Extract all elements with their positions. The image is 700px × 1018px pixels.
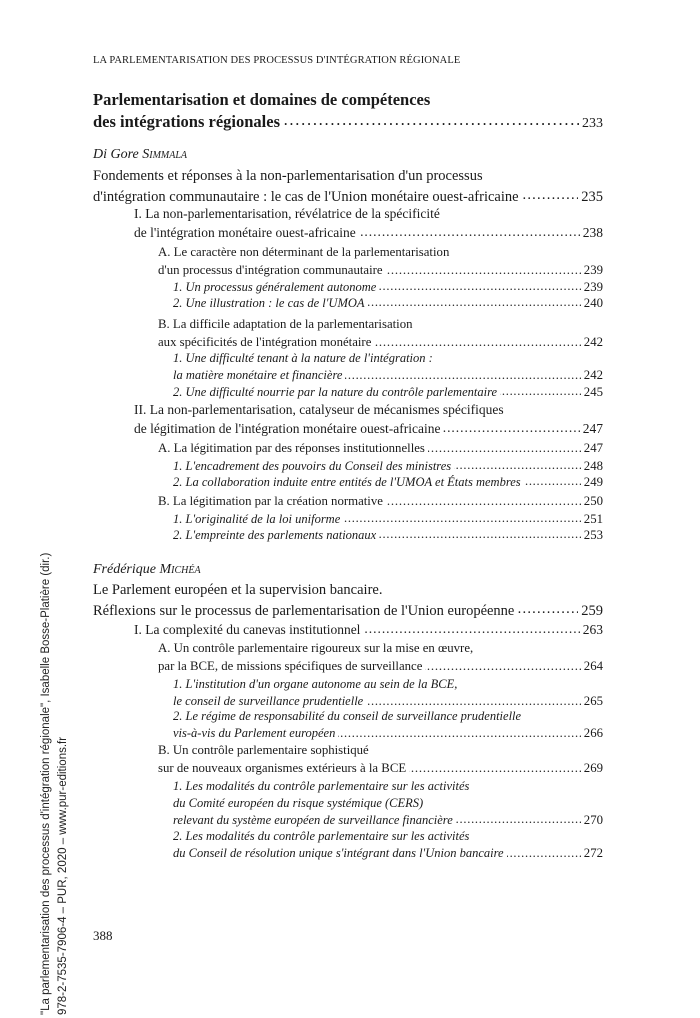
author-first-name: Di Gore xyxy=(93,147,139,162)
dot-leader xyxy=(374,333,580,346)
page-number: 266 xyxy=(583,726,603,740)
toc-line: 1. Une difficulté tenant à la nature de l'intégration : xyxy=(173,351,433,365)
toc-line: vis-à-vis du Parlement européen xyxy=(173,726,336,740)
toc-entry[interactable] xyxy=(158,439,603,457)
dot-leader xyxy=(359,223,580,237)
author-last-name: Simmala xyxy=(142,147,188,162)
toc-line: 2. Le régime de responsabilité du conseil de surveillance prudentielle xyxy=(173,709,522,723)
toc-line: A. La légitimation par des réponses institutionnelles xyxy=(158,441,425,455)
toc-entry[interactable] xyxy=(158,492,603,510)
toc-line: 2. Les modalités du contrôle parlementaire sur les activités xyxy=(173,829,470,843)
toc-line: Le Parlement européen et la supervision bancaire. xyxy=(93,582,383,598)
author-first-name: Frédérique xyxy=(93,562,156,577)
toc-line: d'intégration communautaire : le cas de l'Union monétaire ouest-africaine xyxy=(93,188,519,205)
toc-entry[interactable] xyxy=(173,708,603,742)
dot-leader xyxy=(425,657,580,670)
dot-leader xyxy=(454,457,581,470)
toc-entry[interactable] xyxy=(93,581,603,621)
page-number: 238 xyxy=(582,224,603,240)
side-copyright-note xyxy=(38,455,72,1015)
toc-entry[interactable] xyxy=(158,741,603,777)
page-folio: 388 xyxy=(93,928,113,943)
page-number: 248 xyxy=(583,458,603,473)
toc-line: le conseil de surveillance prudentielle xyxy=(173,694,364,708)
toc-entry[interactable] xyxy=(173,473,603,490)
dot-leader xyxy=(363,620,579,634)
toc-line: du Conseil de résolution unique s'intégrant dans l'Union bancaire xyxy=(173,846,504,860)
toc-line: 1. Les modalités du contrôle parlementaire sur les activités xyxy=(173,779,470,793)
dot-leader xyxy=(386,261,581,274)
dot-leader xyxy=(500,383,581,396)
page-number: 264 xyxy=(583,659,603,673)
page-number: 253 xyxy=(583,527,603,542)
page-number: 242 xyxy=(583,368,603,382)
dot-leader xyxy=(368,294,581,307)
page-number: 249 xyxy=(583,474,603,489)
chapter-author xyxy=(93,562,201,578)
toc-line: 2. La collaboration induite entre entités de l'UMOA et États membres xyxy=(173,474,521,489)
dot-leader xyxy=(409,759,581,772)
toc-line: Parlementarisation et domaines de compétences xyxy=(93,90,431,109)
chapter-author xyxy=(93,147,187,163)
toc-entry[interactable] xyxy=(134,620,603,639)
toc-entry[interactable] xyxy=(173,676,603,710)
toc-line: de légitimation de l'intégration monétaire ouest-africaine xyxy=(134,420,441,436)
toc-line: 1. Un processus généralement autonome xyxy=(173,279,377,294)
toc-entry[interactable] xyxy=(173,778,603,828)
toc-line: des intégrations régionales xyxy=(93,111,280,131)
toc-line: 1. L'institution d'un organe autonome au sein de la BCE, xyxy=(173,677,458,691)
toc-line: B. La légitimation par la création normative xyxy=(158,494,383,508)
side-note-line: 978-2-7535-7906-4 – PUR, 2020 – www.pur-editions.fr xyxy=(57,736,69,1015)
toc-line: la matière monétaire et financière xyxy=(173,368,343,382)
toc-entry[interactable] xyxy=(173,278,603,295)
page-number: 251 xyxy=(583,511,603,526)
toc-entry[interactable] xyxy=(173,457,603,474)
dot-leader xyxy=(456,811,581,824)
toc-entry[interactable] xyxy=(173,350,603,384)
toc-line: du Comité européen du risque systémique (CERS) xyxy=(173,795,424,810)
dot-leader xyxy=(522,186,579,201)
side-note-line: "La parlementarisation des processus d'intégration régionale", Isabelle Bosse-Platière (dir.) xyxy=(40,552,52,1015)
toc-line: A. Le caractère non déterminant de la parlementarisation xyxy=(158,245,450,259)
toc-line: 1. L'encadrement des pouvoirs du Conseil des ministres xyxy=(173,458,452,473)
toc-entry[interactable] xyxy=(173,383,603,400)
toc-line: B. La difficile adaptation de la parlementarisation xyxy=(158,317,413,331)
toc-line: I. La complexité du canevas institutionnel xyxy=(134,621,361,637)
toc-line: aux spécificités de l'intégration monétaire xyxy=(158,335,372,349)
toc-line: II. La non-parlementarisation, catalyseur de mécanismes spécifiques xyxy=(134,402,504,417)
page-number: 265 xyxy=(583,694,603,708)
dot-leader xyxy=(517,600,578,615)
toc-entry[interactable] xyxy=(93,167,603,207)
dot-leader xyxy=(524,473,581,486)
toc-line: B. Un contrôle parlementaire sophistiqué xyxy=(158,743,369,757)
running-head: LA PARLEMENTARISATION DES PROCESSUS D'INTÉGRATION RÉGIONALE xyxy=(93,55,461,66)
toc-entry[interactable] xyxy=(158,639,603,675)
page-number: 272 xyxy=(583,846,603,860)
dot-leader xyxy=(343,510,581,523)
toc-line: Réflexions sur le processus de parlementarisation de l'Union européenne xyxy=(93,602,515,619)
toc-line: sur de nouveaux organismes extérieurs à la BCE xyxy=(158,761,407,775)
dot-leader xyxy=(507,845,581,858)
dot-leader xyxy=(443,419,579,433)
toc-entry[interactable] xyxy=(158,315,603,351)
page-number: 239 xyxy=(583,263,603,277)
page-number: 263 xyxy=(582,621,603,637)
toc-entry[interactable] xyxy=(173,828,603,862)
dot-leader xyxy=(386,492,581,505)
toc-line: 2. Une illustration : le cas de l'UMOA xyxy=(173,295,365,310)
dot-leader xyxy=(283,110,579,127)
page-number: 247 xyxy=(582,420,603,436)
toc-entry[interactable] xyxy=(173,510,603,527)
page-number: 245 xyxy=(583,384,603,399)
page-number: 233 xyxy=(582,115,603,131)
page-number: 239 xyxy=(583,279,603,294)
toc-entry[interactable] xyxy=(173,526,603,543)
page-number: 269 xyxy=(583,761,603,775)
dot-leader xyxy=(338,725,580,738)
dot-leader xyxy=(379,526,581,539)
toc-entry[interactable] xyxy=(158,243,603,279)
toc-line: A. Un contrôle parlementaire rigoureux sur la mise en œuvre, xyxy=(158,641,474,655)
page-number: 259 xyxy=(581,602,603,619)
toc-line: 2. Une difficulté nourrie par la nature du contrôle parlementaire xyxy=(173,384,498,399)
author-last-name: Michéa xyxy=(159,562,201,577)
page-number: 250 xyxy=(583,494,603,508)
toc-line: d'un processus d'intégration communautaire xyxy=(158,263,383,277)
toc-entry[interactable] xyxy=(134,205,603,242)
page-number: 240 xyxy=(583,295,603,310)
dot-leader xyxy=(379,278,580,291)
page-number: 235 xyxy=(581,188,603,205)
page-number: 247 xyxy=(583,441,603,455)
dot-leader xyxy=(428,439,581,452)
toc-entry[interactable] xyxy=(134,401,603,438)
toc-line: I. La non-parlementarisation, révélatrice de la spécificité xyxy=(134,206,440,221)
toc-line: relevant du système européen de surveillance financière xyxy=(173,812,453,827)
toc-line: de l'intégration monétaire ouest-africaine xyxy=(134,224,356,240)
toc-entry[interactable] xyxy=(173,294,603,311)
toc-line: 2. L'empreinte des parlements nationaux xyxy=(173,527,377,542)
toc-line: Fondements et réponses à la non-parlementarisation d'un processus xyxy=(93,168,483,184)
toc-line: par la BCE, de missions spécifiques de surveillance xyxy=(158,659,423,673)
toc-line: 1. L'originalité de la loi uniforme xyxy=(173,511,341,526)
page-number: 270 xyxy=(583,812,603,827)
toc-part-title[interactable] xyxy=(93,90,603,134)
dot-leader xyxy=(366,693,581,706)
page-number: 242 xyxy=(583,335,603,349)
dot-leader xyxy=(345,367,580,380)
